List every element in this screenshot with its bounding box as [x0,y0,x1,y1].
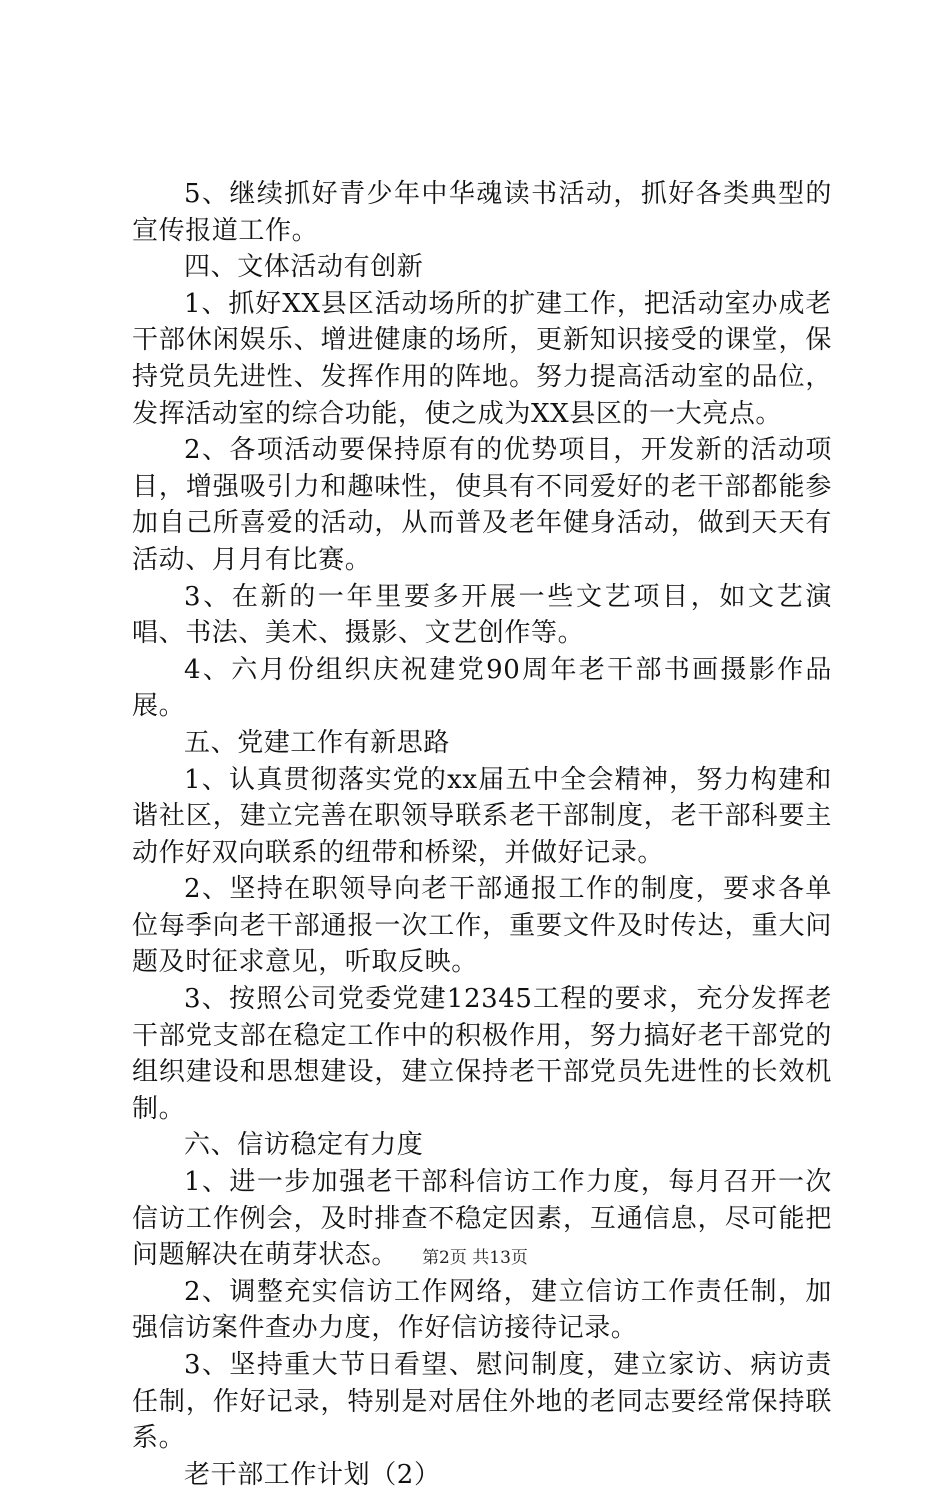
paragraph: 3、坚持重大节日看望、慰问制度，建立家访、病访责任制，作好记录，特别是对居住外地的老同志要经常保持联系。 [132,1350,832,1454]
page-number-footer: 第2页 共13页 [422,1248,528,1268]
document-subtitle: 老干部工作计划（2） [184,1459,441,1490]
paragraph: 2、各项活动要保持原有的优势项目，开发新的活动项目，增强吸引力和趣味性，使具有不同爱好的老干部都能参加自己所喜爱的活动，从而普及老年健身活动，做到天天有活动、月月有比赛。 [132,435,832,575]
paragraph: 3、在新的一年里要多开展一些文艺项目，如文艺演唱、书法、美术、摄影、文艺创作等。 [132,581,832,649]
document-body [132,176,832,1493]
paragraph: 3、按照公司党委党建12345工程的要求，充分发挥老干部党支部在稳定工作中的积极作用，努力搞好老干部党的组织建设和思想建设，建立保持老干部党员先进性的长效机制。 [132,984,832,1124]
section-heading: 六、信访稳定有力度 [184,1130,424,1161]
section-heading: 五、党建工作有新思路 [184,727,451,758]
paragraph: 5、继续抓好青少年中华魂读书活动，抓好各类典型的宣传报道工作。 [132,179,832,246]
section-heading: 四、文体活动有创新 [184,252,424,283]
paragraph: 1、抓好XX县区活动场所的扩建工作，把活动室办成老干部休闲娱乐、增进健康的场所，更新知识接受的课堂，保持党员先进性、发挥作用的阵地。努力提高活动室的品位，发挥活动室的综合功能，使之成为XX县区的一大亮点。 [132,288,832,429]
paragraph: 2、调整充实信访工作网络，建立信访工作责任制，加强信访案件查办力度，作好信访接待记录。 [132,1276,832,1344]
paragraph: 1、认真贯彻落实党的xx届五中全会精神，努力构建和谐社区，建立完善在职领导联系老干部制度，老干部科要主动作好双向联系的纽带和桥梁，并做好记录。 [132,764,832,868]
paragraph: 4、六月份组织庆祝建党90周年老干部书画摄影作品展。 [132,654,832,722]
paragraph: 2、坚持在职领导向老干部通报工作的制度，要求各单位每季向老干部通报一次工作，重要文件及时传达，重大问题及时征求意见，听取反映。 [132,874,832,978]
paragraph: 1、进一步加强老干部科信访工作力度，每月召开一次信访工作例会，及时排查不稳定因素，互通信息，尽可能把问题解决在萌芽状态。 [132,1167,832,1271]
